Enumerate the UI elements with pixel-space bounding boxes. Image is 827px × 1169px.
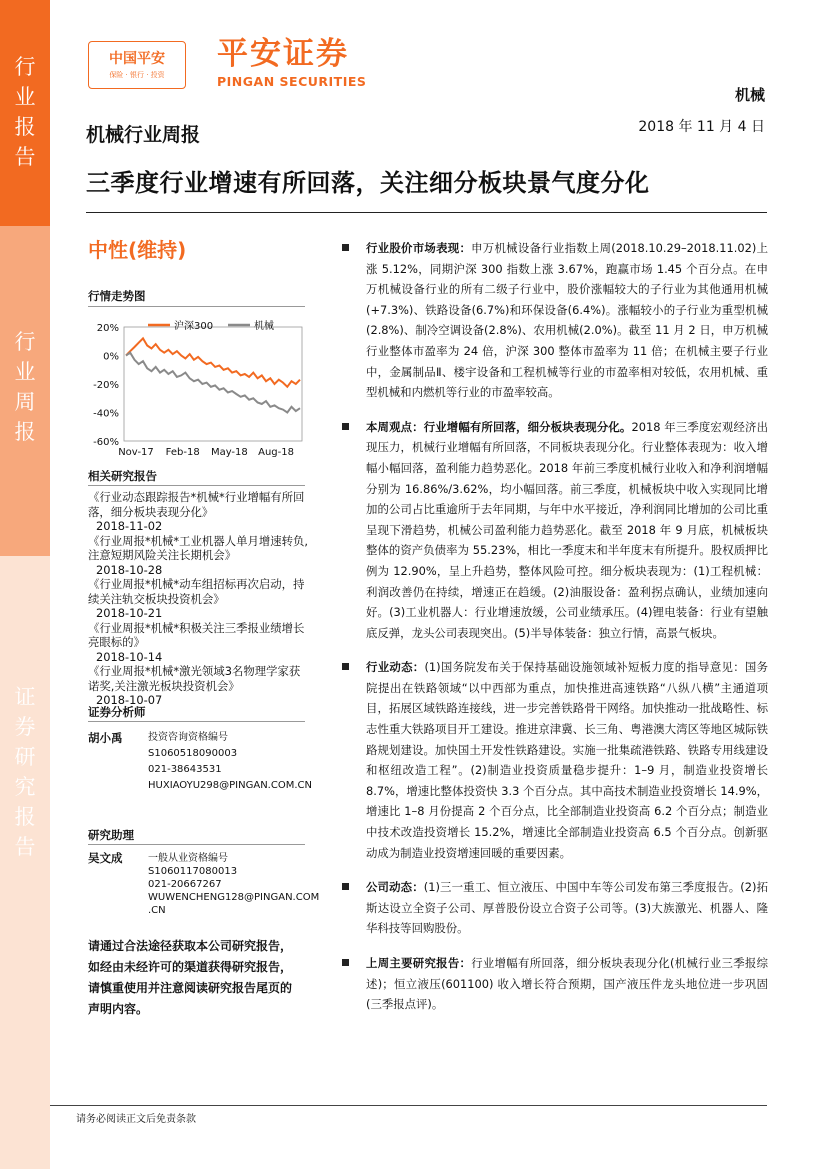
assistant-divider [88, 844, 305, 845]
related-report-title[interactable]: 《行业周报*机械*激光领域3名物理学家获诺奖,关注激光板块投资机会》 [88, 664, 301, 693]
y-tick-label: -40% [93, 408, 119, 420]
side-label-securities-research: 证 券 研 究 报 告 [14, 685, 36, 859]
analyst-section-title: 证券分析师 [88, 705, 146, 719]
ping-an-logo-tagline: 保险 · 银行 · 投资 [109, 71, 165, 79]
rating: 中性(维持) [88, 238, 187, 262]
related-report[interactable] [88, 534, 310, 578]
bullet-icon [342, 244, 349, 251]
pingan-securities-logo-cn: 平安证券 [217, 36, 349, 72]
paragraph-heading: 行业股价市场表现： [366, 241, 472, 255]
bullet-icon [342, 883, 349, 890]
assistant-email[interactable]: WUWENCHENG128@PINGAN.COM [148, 892, 320, 903]
related-report-date: 2018-10-28 [96, 562, 163, 577]
side-label-industry-weekly: 行 业 周 报 [14, 330, 36, 444]
ping-an-logo-text: 中国平安 [109, 51, 165, 67]
assistant-email-suffix[interactable]: .CN [148, 905, 166, 916]
trend-chart-svg [88, 313, 310, 463]
analyst-email[interactable]: HUXIAOYU298@PINGAN.COM.CN [148, 780, 312, 791]
footer-divider [50, 1105, 767, 1106]
related-report-date: 2018-10-07 [96, 693, 163, 707]
y-tick-label: -20% [93, 380, 119, 391]
related-reports-divider [88, 485, 305, 486]
analyst-phone: 021-38643531 [148, 764, 222, 775]
paragraph-heading: 上周主要研究报告： [366, 956, 472, 970]
series-line-hs300 [126, 338, 300, 386]
paragraph-weekly-view [340, 417, 768, 644]
analyst-cert-label: 投资咨询资格编号 [148, 732, 228, 743]
bullet-icon [342, 423, 349, 430]
paragraph-market-performance [340, 238, 768, 403]
paragraph-text: (1)国务院发布关于保持基础设施领域补短板力度的指导意见：国务院提出在铁路领域“以中西部为重点，加快推进高速铁路“八纵八横”主通道项目，拓展区域铁路连接线，进一步完善铁路骨干网络。加快推动一批战略性、标志性重大铁路项目开工建设。推进京津冀、长三角、粤港澳大湾区等地区城际铁路规划建设。加快国土开发性铁路建设。实施一批集疏港铁路、铁路专用线建设和枢纽改造工程”。(2)制造业投资质量稳步提升：1–9 月，制造业投资增长 8.7%，增速比整体投资快 3.3 个百分点。其中高技术制造业投资增长 14.9%，增速比 1–8 月份提高 2 个百分点，比全部制造业投资高 6.2 个百分点；制造业中技术改造投资增长 15.2%，增速比全部制造业投资高 6.5 个百分点。创新驱动成为制造业投资增速回暖的重要因素。 [366, 660, 768, 860]
trend-chart-divider [88, 306, 305, 307]
y-tick-label: 20% [96, 323, 119, 334]
related-report-date: 2018-10-21 [96, 606, 163, 620]
assistant-cert-label: 一般从业资格编号 [148, 853, 228, 864]
x-tick-label: Nov-17 [118, 447, 154, 458]
analyst-cert-number: S1060518090003 [148, 748, 238, 759]
footer-disclaimer[interactable]: 请务必阅读正文后免责条款 [76, 1114, 196, 1125]
bullet-icon [342, 959, 349, 966]
analyst-name: 胡小禹 [88, 731, 123, 745]
paragraph-text: (1)三一重工、恒立液压、中国中车等公司发布第三季度报告。(2)拓斯达设立全资子公司、厚普股份设立合资子公司等。(3)大族激光、机器人、隆华科技等回购股份。 [366, 880, 768, 936]
ping-an-logo [88, 41, 186, 89]
legend-label: 机械 [254, 321, 274, 332]
assistant-cert-number: S1060117080013 [148, 866, 238, 877]
x-tick-label: Feb-18 [165, 447, 200, 458]
assistant-name: 吴文成 [88, 851, 123, 865]
paragraph-text: 行业增幅有所回落，细分板块表现分化(机械行业三季报综述)；恒立液压(601100) 收入增长符合预期，国产液压件龙头地位进一步巩固(三季报点评)。 [366, 956, 768, 1012]
bullet-icon [342, 663, 349, 670]
paragraph-company-news [340, 877, 768, 939]
analyst-info [148, 730, 313, 794]
paragraph-heading: 行业动态： [366, 660, 425, 675]
pingan-securities-logo [217, 36, 366, 89]
trend-chart-title: 行情走势图 [88, 289, 146, 303]
y-tick-label: -60% [93, 437, 119, 448]
report-body [340, 238, 768, 1029]
side-band-bottom [0, 556, 50, 1169]
related-report[interactable] [88, 490, 310, 534]
related-report-date: 2018-10-14 [96, 649, 163, 664]
sector-label: 机械 [734, 86, 765, 104]
paragraph-industry-news [340, 657, 768, 863]
related-report[interactable] [88, 577, 310, 621]
y-tick-label: 0% [103, 351, 119, 363]
legal-warning: 请通过合法途径获取本公司研究报告，如经由未经许可的渠道获得研究报告，请慎重使用并注意阅读研究报告尾页的声明内容。 [88, 939, 293, 1016]
report-date: 2018 年 11 月 4 日 [638, 119, 765, 135]
x-tick-label: Aug-18 [258, 447, 294, 458]
paragraph-text: 2018 年三季度宏观经济出现压力，机械行业增幅有所回落，不同板块表现分化。行业整体表现为：收入增幅小幅回落，盈利能力趋势恶化。2018 年前三季度机械行业收入和净利润增幅分别为 16.86%/3.62%，均小幅回落。前三季度，机械板块中收入实现同比增加的公司占比重逾所于去年同期，与年中水平接近，净利润同比增加的公司比重呈现下滑趋势，机械公司盈利能力趋势恶化。截至 2018 年 9 月底，机械板块整体的资产负债率为 55.23%，相比一季度末和半年度末有所提升。股权质押比例为 12.90%，呈上升趋势，整体风险可控。细分板块表现为：(1)工程机械：利润改善仍在持续，增速正在趋缓。(2)油服设备：盈利拐点确认，业绩加速向好。(3)工业机器人：行业增速放缓，公司业绩承压。(4)锂电装备：行业有望触底反弹，龙头公司表现突出。(5)半导体装备：独立行情，高景气板块。 [366, 419, 768, 640]
assistant-section-title: 研究助理 [88, 828, 134, 842]
related-report-date: 2018-11-02 [96, 519, 163, 533]
side-label-industry-report: 行 业 报 告 [14, 55, 36, 169]
related-reports-title: 相关研究报告 [88, 469, 157, 483]
related-reports-list [88, 490, 310, 708]
paragraph-text: 申万机械设备行业指数上周(2018.10.29–2018.11.02)上涨 5.12%，同期沪深 300 指数上涨 3.67%，跑赢市场 1.45 个百分点。在申万机械设备行业的所有二级子行业中，股价涨幅较大的子行业为其他通用机械(+7.3%)、铁路设备(6.7%)和环保设备(6.4%)。涨幅较小的子行业为重型机械(2.8%)、制冷空调设备(2.8%)、农用机械(2.0%)。截至 11 月 2 日，申万机械行业整体市盈率为 24 倍，沪深 300 整体市盈率为 11 倍；在机械主要子行业中，金属制品Ⅱ、楼宇设备和工程机械等行业的市盈率相对较低，农用机械、重型机械和内燃机等行业的市盈率较高。 [366, 241, 768, 400]
related-report-title[interactable]: 《行业周报*机械*工业机器人单月增速转负,注意短期风险关注长期机会》 [88, 533, 309, 562]
legend-label: 沪深300 [174, 321, 214, 332]
report-type: 机械行业周报 [86, 124, 201, 146]
related-report-title[interactable]: 《行业周报*机械*动车组招标再次启动，持续关注轨交板块投资机会》 [88, 577, 305, 606]
related-report-title[interactable]: 《行业动态跟踪报告*机械*行业增幅有所回落，细分板块表现分化》 [88, 490, 305, 519]
pingan-securities-logo-en: PINGAN SECURITIES [217, 74, 367, 89]
x-tick-label: May-18 [210, 447, 248, 458]
report-title: 三季度行业增速有所回落，关注细分板块景气度分化 [86, 169, 650, 197]
paragraph-heading: 本周观点：行业增幅有所回落，细分板块表现分化。 [366, 419, 632, 434]
assistant-info [148, 852, 320, 917]
trend-chart [88, 313, 310, 463]
paragraph-last-week-reports [340, 953, 768, 1015]
related-report[interactable] [88, 664, 310, 708]
title-divider [86, 212, 767, 213]
side-band [0, 0, 50, 1169]
paragraph-heading: 公司动态： [366, 880, 424, 895]
related-report[interactable] [88, 621, 310, 665]
assistant-phone: 021-20667267 [148, 879, 222, 890]
related-report-title[interactable]: 《行业周报*机械*积极关注三季报业绩增长亮眼标的》 [88, 620, 305, 649]
analyst-divider [88, 721, 305, 722]
